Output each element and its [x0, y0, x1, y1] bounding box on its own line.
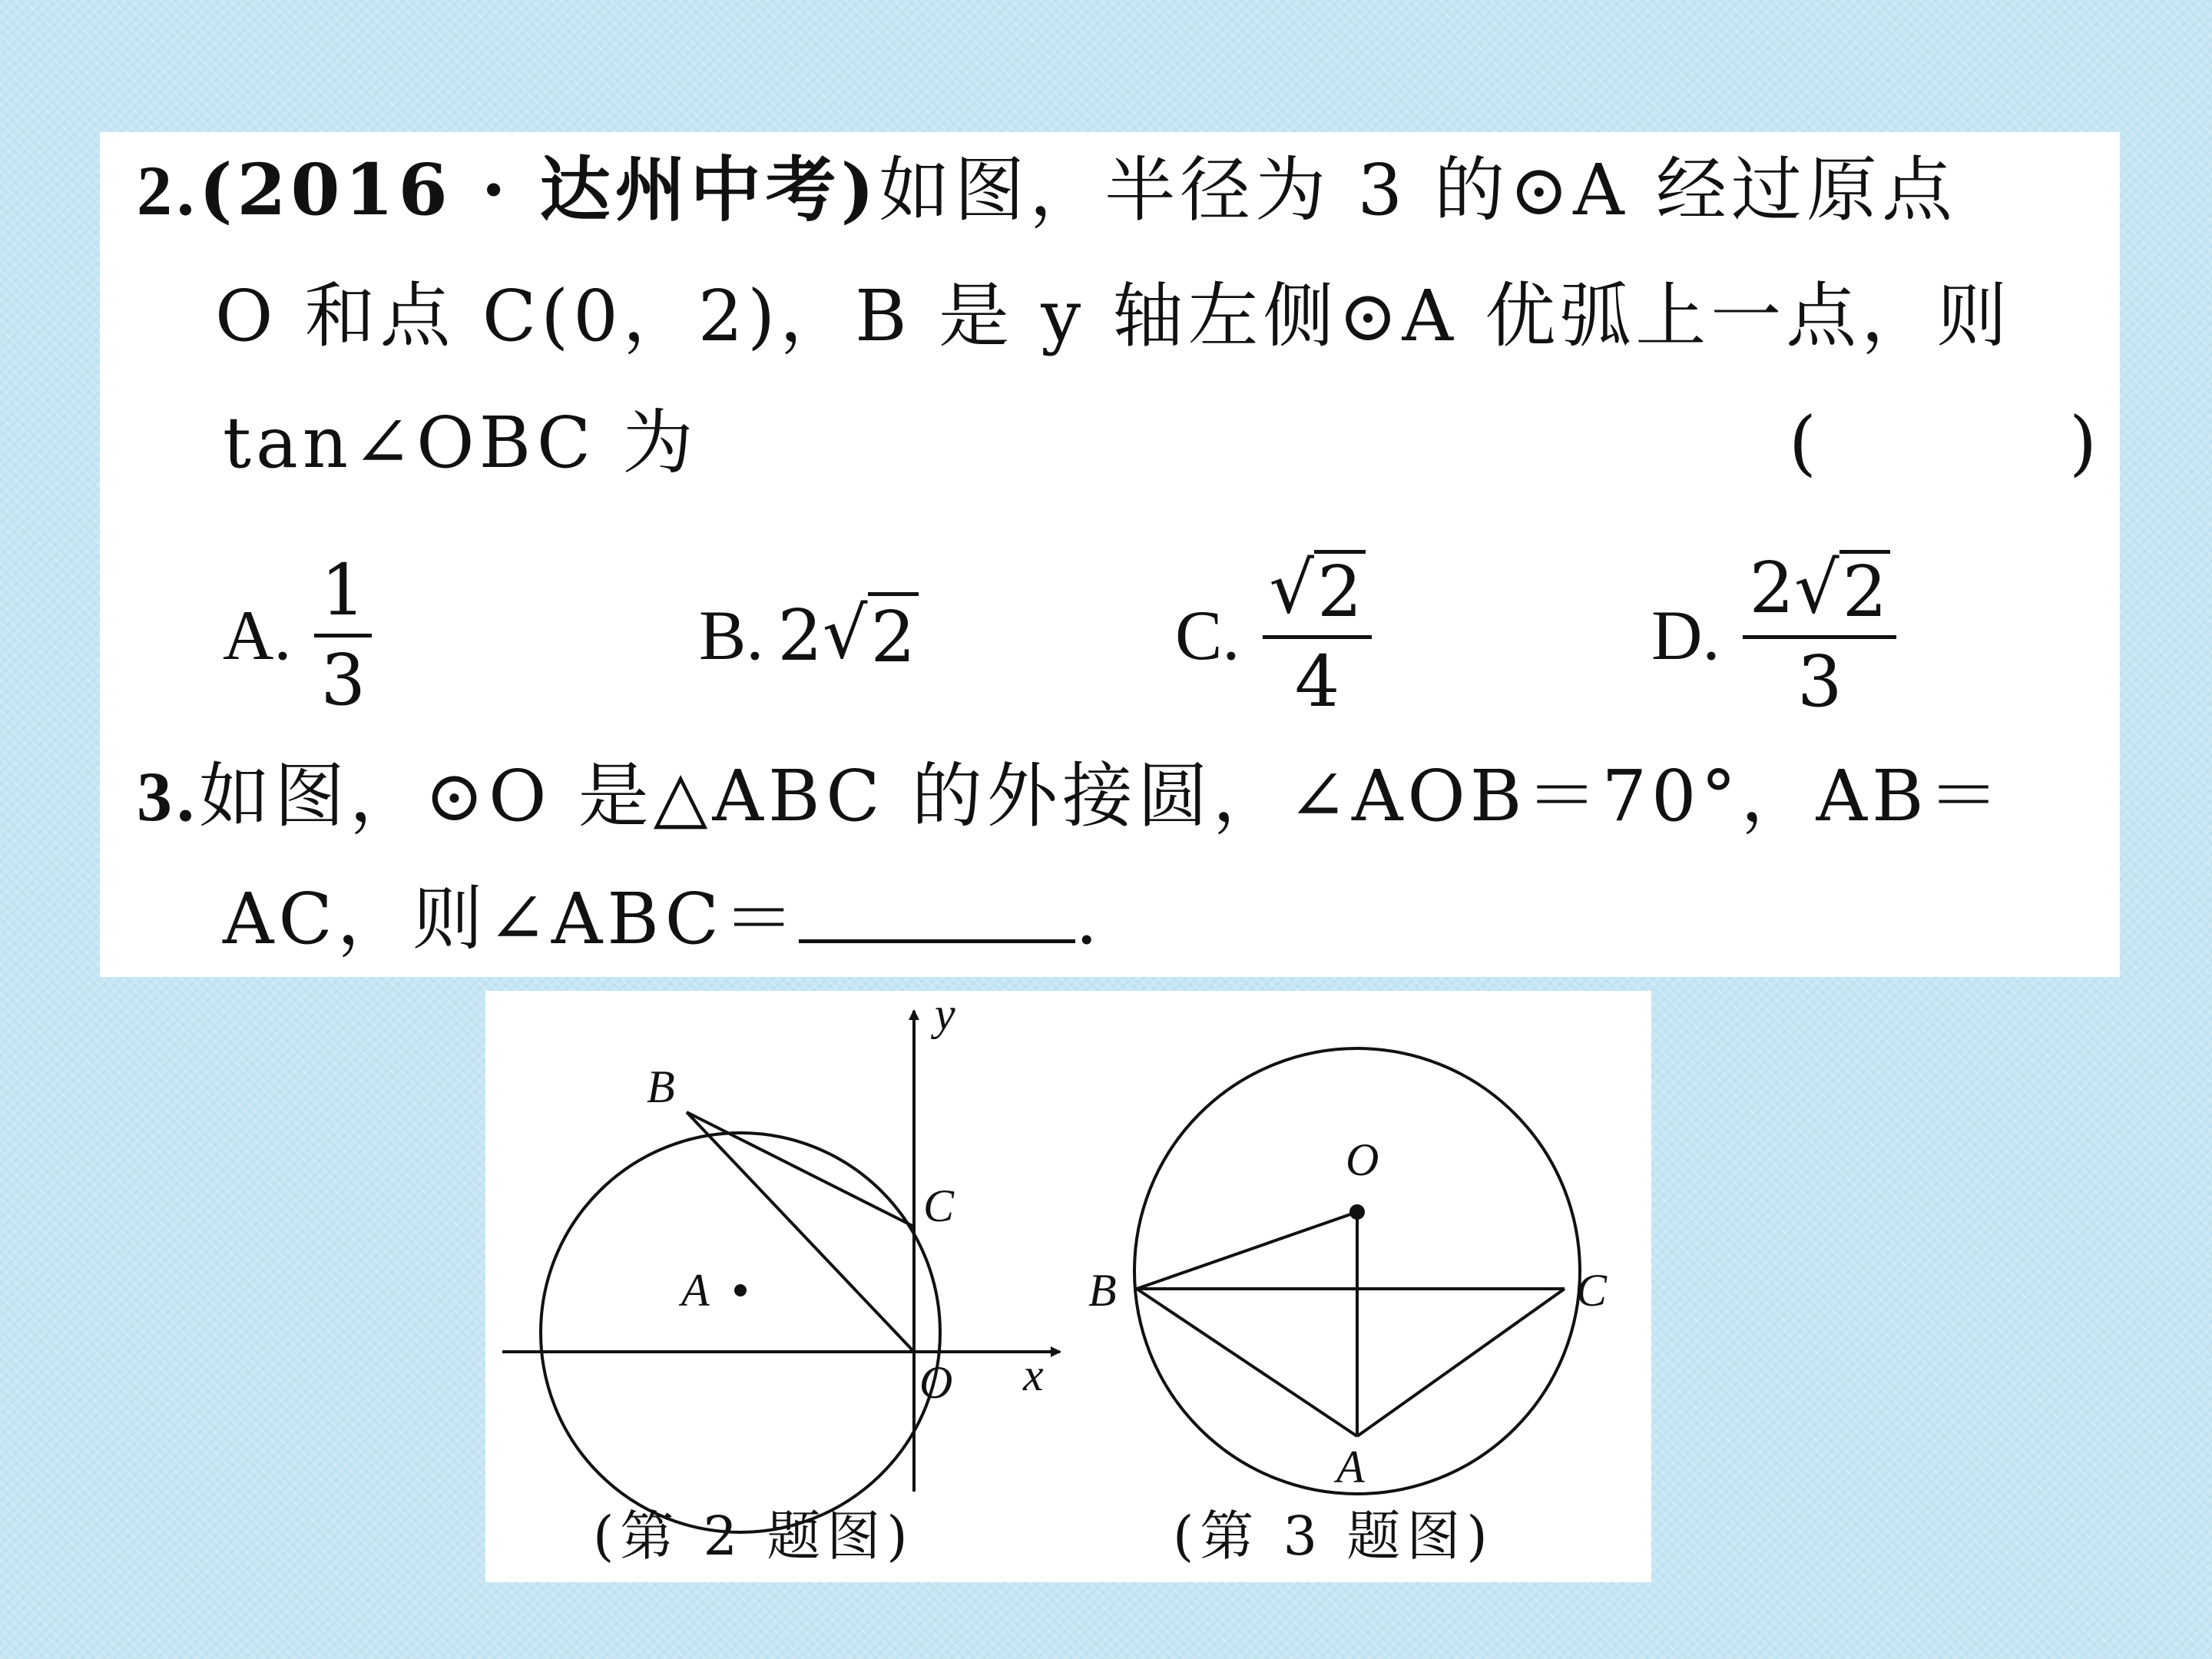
q2-option-c	[1175, 539, 1372, 731]
radical-icon: √	[1794, 547, 1839, 629]
option-b-sqrt	[823, 592, 919, 678]
q2-text-1: 如图，半径为 3 的⊙A 经过原点	[879, 149, 1957, 231]
figure-2-caption: (第 2 题图)	[593, 1505, 914, 1568]
option-d-numerator	[1743, 547, 1896, 639]
label-x: x	[1023, 1349, 1044, 1400]
option-c-fraction	[1263, 547, 1371, 723]
label-b: B	[1088, 1265, 1117, 1316]
q3-text-1: 如图，⊙O 是△ABC 的外接圆，∠AOB＝70°，AB＝	[199, 755, 2004, 837]
q2-option-d	[1651, 539, 1896, 731]
center-o-point	[1349, 1204, 1365, 1220]
option-b-coefficient: 2	[777, 594, 823, 677]
q2-line-1	[137, 147, 1957, 233]
figure-panel	[485, 991, 1651, 1582]
figure-2	[502, 1011, 1060, 1532]
q3-line-2	[223, 877, 1102, 962]
q3-period: .	[1075, 878, 1103, 960]
figure-3	[1134, 1048, 1580, 1494]
figure-2-labels	[647, 991, 1044, 1408]
q2-answer-paren: ( )	[1788, 402, 2097, 484]
figures-svg	[485, 991, 1651, 1582]
q2-number: 2.	[137, 151, 199, 230]
option-d-letter: D.	[1651, 596, 1720, 674]
option-c-numerator	[1263, 547, 1371, 639]
label-c: C	[923, 1181, 955, 1231]
answer-blank[interactable]	[799, 878, 1075, 943]
label-y: y	[935, 991, 955, 1039]
option-c-denominator: 4	[1294, 641, 1340, 723]
option-a-letter: A.	[223, 596, 292, 674]
q2-option-b	[699, 539, 919, 731]
q3-number: 3.	[137, 757, 199, 836]
segment-ca	[1357, 1289, 1565, 1436]
segment-bo	[687, 1112, 914, 1352]
q3-text-2: AC，则∠ABC＝	[223, 878, 800, 960]
question-panel	[100, 132, 2120, 977]
segment-ba	[1137, 1289, 1357, 1436]
option-a-fraction	[314, 548, 372, 721]
label-o: O	[919, 1357, 953, 1408]
q3-line-1	[137, 754, 2004, 839]
option-a-denominator: 3	[320, 638, 366, 721]
option-b-letter: B.	[699, 596, 764, 674]
option-d-denominator: 3	[1797, 641, 1843, 723]
option-b-radicand: 2	[868, 592, 919, 678]
radical-icon: √	[1269, 547, 1314, 629]
label-a: A	[681, 1265, 710, 1316]
q2-source: (2016 · 达州中考)	[199, 148, 879, 231]
option-d-coefficient: 2	[1749, 547, 1794, 629]
label-b: B	[647, 1061, 675, 1112]
segment-bc	[687, 1112, 914, 1227]
figure-3-caption: (第 3 题图)	[1173, 1505, 1494, 1568]
option-c-letter: C.	[1175, 596, 1240, 674]
radical-icon: √	[822, 592, 868, 674]
option-c-radicand: 2	[1314, 550, 1366, 631]
option-a-numerator: 1	[314, 552, 372, 637]
circle-a	[541, 1133, 940, 1532]
q2-option-a	[223, 539, 372, 731]
center-a-point	[734, 1284, 747, 1296]
label-o: O	[1346, 1134, 1379, 1185]
q2-line-2: O 和点 C(0，2)，B 是 y 轴左侧⊙A 优弧上一点，则	[215, 275, 2012, 357]
label-a: A	[1336, 1442, 1365, 1492]
option-d-radicand: 2	[1839, 550, 1891, 631]
segment-bo	[1137, 1212, 1357, 1289]
q2-line-3: tan∠OBC 为	[223, 402, 698, 484]
option-d-fraction	[1743, 547, 1896, 723]
label-c: C	[1576, 1265, 1608, 1316]
